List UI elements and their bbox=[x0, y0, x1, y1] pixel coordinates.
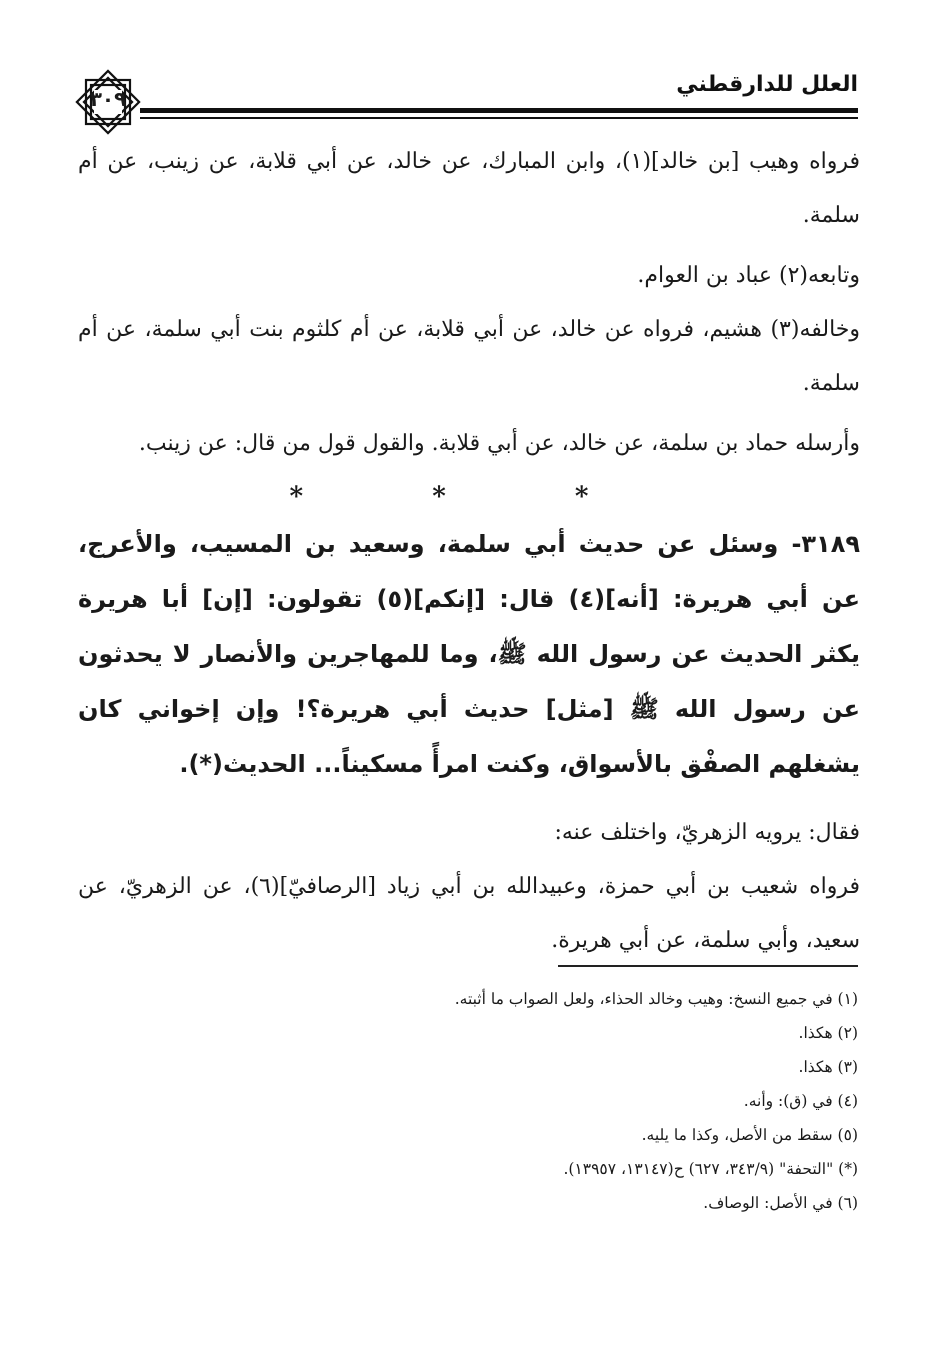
footnote-star: (*) "التحفة" (٣٤٣/٩، ٦٢٧) ح(١٣١٤٧، ١٣٩٥٧). bbox=[563, 1160, 858, 1178]
section-separator: * * * bbox=[289, 482, 649, 512]
header-rule-thick bbox=[140, 108, 858, 113]
footnote-5: (٥) سقط من الأصل، وكذا ما يليه. bbox=[641, 1126, 858, 1144]
footnotes bbox=[120, 982, 858, 1220]
paragraph-1: فرواه وهيب [بن خالد](١)، وابن المبارك، عن خالد، عن أبي قلابة، عن زينب، عن أم سلمة. bbox=[78, 149, 861, 228]
footnote-6: (٦) في الأصل: الوصاف. bbox=[703, 1194, 858, 1212]
footnote-4: (٤) في (ق): وأنه. bbox=[743, 1092, 858, 1110]
question-3189: ٣١٨٩- وسئل عن حديث أبي سلمة، وسعيد بن المسيب، والأعرج، عن أبي هريرة: [أنه](٤) قال: [إنكم](٥) تقولون: [إن] أبا هريرة يكثر الحديث عن رسول الله ﷺ، وما للمهاجرين والأنصار لا يحدثون عن رسول الله ﷺ [مثل] حديث أبي هريرة؟! وإن إخواني كان يشغلهم الصفْق بالأسواق، وكنت امرأً مسكيناً... الحديث(*). bbox=[78, 530, 861, 778]
footnote-3: (٣) هكذا. bbox=[798, 1058, 858, 1076]
footnote-1: (١) في جميع النسخ: وهيب وخالد الحذاء، ولعل الصواب ما أثبته. bbox=[454, 990, 858, 1008]
paragraph-2: وتابعه(٢) عباد بن العوام. bbox=[637, 263, 860, 288]
page-number: ٣٠٩ bbox=[89, 87, 127, 111]
header-rule-thin bbox=[140, 117, 858, 119]
book-title: العلل للدارقطني bbox=[676, 72, 858, 97]
paragraph-6: فرواه شعيب بن أبي حمزة، وعبيدالله بن أبي زياد [الرصافيّ](٦)، عن الزهريّ، عن سعيد، وأبي سلمة، عن أبي هريرة. bbox=[78, 874, 860, 953]
footnote-separator bbox=[558, 965, 858, 967]
main-text bbox=[78, 135, 860, 968]
paragraph-3: وخالفه(٣) هشيم، فرواه عن خالد، عن أبي قلابة، عن أم كلثوم بنت أبي سلمة، عن أم سلمة. bbox=[78, 317, 860, 396]
footnote-2: (٢) هكذا. bbox=[798, 1024, 858, 1042]
paragraph-4: وأرسله حماد بن سلمة، عن خالد، عن أبي قلابة. والقول قول من قال: عن زينب. bbox=[138, 431, 860, 456]
paragraph-5: فقال: يرويه الزهريّ، واختلف عنه: bbox=[554, 820, 860, 845]
